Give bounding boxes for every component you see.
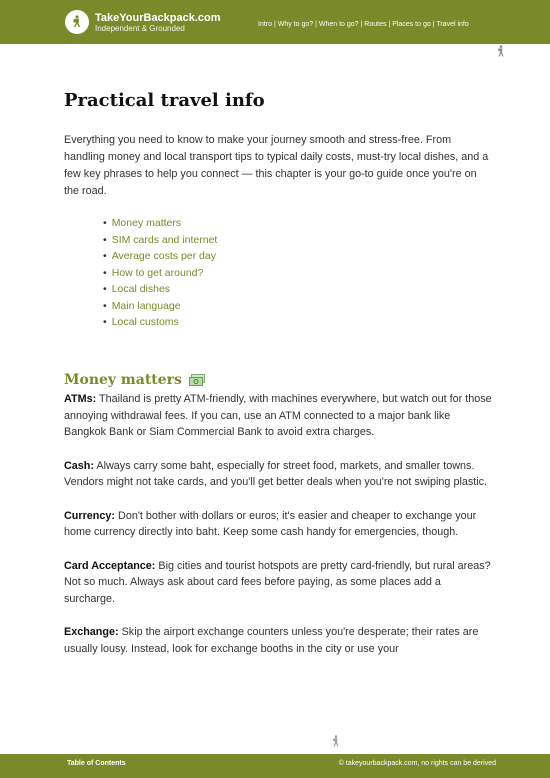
- paragraph-label: Currency:: [64, 509, 116, 522]
- brand-name[interactable]: TakeYourBackpack.com: [95, 12, 221, 24]
- money-matters-content: [64, 391, 494, 674]
- paragraph-cash: [64, 458, 494, 491]
- hiker-icon: [331, 735, 341, 747]
- paragraph-exchange: [64, 624, 494, 657]
- toc-link-local-dishes[interactable]: • Local dishes: [103, 281, 217, 298]
- money-bill-icon: [189, 374, 205, 387]
- toc-link-average-costs[interactable]: • Average costs per day: [103, 248, 217, 265]
- nav-item-why-to-go[interactable]: Why to go?: [277, 21, 314, 28]
- nav-item-intro[interactable]: Intro: [258, 21, 273, 28]
- toc-link-getting-around[interactable]: • How to get around?: [103, 265, 217, 282]
- paragraph-text: Skip the airport exchange counters unless you're desperate; their rates are usually lousy. Instead, look for exchange booths in the city or use your: [64, 626, 479, 655]
- top-nav: Intro | Why to go? | When to go? | Routes | Places to go | Travel info: [258, 21, 469, 28]
- paragraph-label: Cash:: [64, 459, 94, 472]
- paragraph-atms: [64, 391, 494, 441]
- paragraph-label: Exchange:: [64, 626, 119, 638]
- paragraph-text: Always carry some baht, especially for street food, markets, and smaller towns. Vendors might not take cards, and you'll get better deals when you're not swiping plastic.: [64, 459, 488, 488]
- nav-item-places-to-go[interactable]: Places to go: [392, 21, 431, 28]
- paragraph-text: Big cities and tourist hotspots are pretty card-friendly, but rural areas? Not so much. Always ask about card fees before paying, as some places add a surcharge.: [64, 559, 491, 605]
- hiker-logo-icon: [69, 14, 85, 30]
- brand: [95, 13, 221, 34]
- intro-paragraph: Everything you need to know to make your journey smooth and stress-free. From handling money and local transport tips to typical daily costs, must-try local dishes, and a few key phrases to help you connect — this chapter is your go-to guide once you're on the road.: [64, 134, 489, 197]
- toc-link-local-customs[interactable]: • Local customs: [103, 314, 217, 331]
- paragraph-currency: [64, 508, 494, 541]
- page-header: [0, 0, 550, 44]
- paragraph-card-acceptance: [64, 558, 494, 608]
- toc-link-main-language[interactable]: • Main language: [103, 298, 217, 315]
- paragraph-label: Card Acceptance:: [64, 559, 156, 572]
- section-heading-money-matters: [64, 372, 205, 388]
- hiker-icon: [496, 45, 506, 57]
- paragraph-text: Thailand is pretty ATM-friendly, with machines everywhere, but watch out for those annoying withdrawal fees. If you can, use an ATM connected to a major bank like Bangkok Bank or Siam Commercial Bank to avoid extra charges.: [64, 393, 492, 438]
- chapter-toc: [103, 215, 217, 331]
- paragraph-text: Don't bother with dollars or euros; it's easier and cheaper to exchange your home currency directly into baht. Keep some cash handy for emergencies, though.: [64, 509, 477, 538]
- nav-item-routes[interactable]: Routes: [364, 21, 387, 28]
- copyright-notice: © takeyourbackpack.com, no rights can be derived: [338, 760, 496, 767]
- brand-tagline: Independent & Grounded: [95, 24, 185, 33]
- nav-item-when-to-go[interactable]: When to go?: [318, 21, 359, 28]
- section-heading-text: Money matters: [64, 372, 182, 388]
- paragraph-label: ATMs:: [64, 393, 97, 405]
- toc-link-money-matters[interactable]: • Money matters: [103, 215, 217, 232]
- table-of-contents-link[interactable]: Table of Contents: [67, 760, 126, 767]
- page-title: Practical travel info: [64, 90, 265, 111]
- nav-item-travel-info[interactable]: Travel info: [436, 21, 469, 28]
- page-footer: [0, 754, 550, 778]
- logo[interactable]: [65, 10, 89, 34]
- toc-link-sim-cards[interactable]: • SIM cards and internet: [103, 232, 217, 249]
